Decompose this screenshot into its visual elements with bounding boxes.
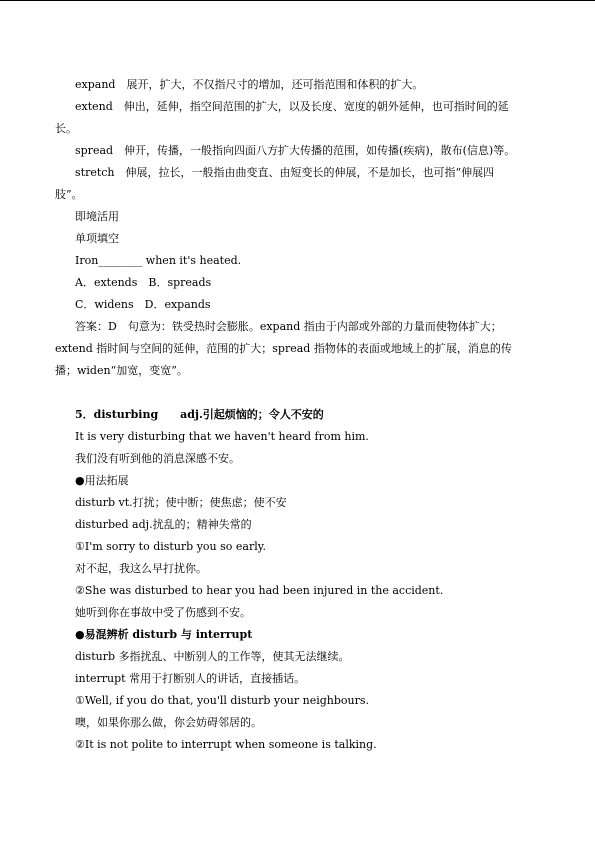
example-3-chinese: 她听到你在事故中受了伤感到不安。 — [75, 606, 251, 619]
example-2-english: ①I'm sorry to disturb you so early. — [75, 540, 266, 553]
example-3-english: ②She was disturbed to hear you had been injured in the accident. — [75, 584, 444, 597]
answer-line-1: 答案：D 句意为：铁受热时会膨胀。expand 指由于内部或外部的力量而使物体扩大； — [75, 320, 502, 333]
options-c-d: C．widens D．expands — [75, 298, 211, 311]
extend-definition: extend 伸出，延伸，指空间范围的扩大，以及长度、宽度的朝外延伸，也可指时间的延 — [75, 100, 509, 113]
options-a-b: A．extends B．spreads — [75, 276, 212, 289]
stretch-definition: stretch 伸展，拉长，一般指由曲变直、由短变长的伸展，不是加长，也可指“伸展四 — [75, 166, 495, 179]
interrupt-note: interrupt 常用于打断别人的讲话，直接插话。 — [75, 672, 306, 685]
confusion-heading: ●易混辨析 disturb 与 interrupt — [75, 628, 253, 641]
entry-heading-disturbing: 5．disturbing adj.引起烦恼的；令人不安的 — [75, 408, 324, 421]
answer-line-3: 播；widen“加宽，变宽”。 — [55, 364, 188, 377]
example-4-chinese: 噢，如果你那么做，你会妨碍邻居的。 — [75, 716, 262, 729]
example-4-english: ①Well, if you do that, you'll disturb your neighbours. — [75, 694, 369, 707]
extend-definition-cont: 长。 — [55, 122, 77, 135]
page-top-rule — [0, 0, 595, 1]
disturb-definition: disturb vt.打扰；使中断；使焦虑；使不安 — [75, 496, 287, 509]
example-1-english: It is very disturbing that we haven't heard from him. — [75, 430, 369, 443]
section-label-practice: 即境活用 — [75, 210, 119, 223]
section-label-single-choice: 单项填空 — [75, 232, 119, 245]
expand-definition: expand 展开，扩大，不仅指尺寸的增加，还可指范围和体积的扩大。 — [75, 78, 424, 91]
question-stem: Iron________ when it's heated. — [75, 254, 242, 267]
disturbed-definition: disturbed adj.扰乱的；精神失常的 — [75, 518, 252, 531]
spread-definition: spread 伸开，传播，一般指向四面八方扩大传播的范围，如传播(疾病)，散布(信息)等。 — [75, 144, 516, 157]
answer-line-2: extend 指时间与空间的延伸，范围的扩大；spread 指物体的表面或地域上的扩展，消息的传 — [55, 342, 512, 355]
example-5-english: ②It is not polite to interrupt when someone is talking. — [75, 738, 377, 751]
disturb-note: disturb 多指扰乱、中断别人的工作等，使其无法继续。 — [75, 650, 350, 663]
example-2-chinese: 对不起，我这么早打扰你。 — [75, 562, 207, 575]
usage-extension-heading: ●用法拓展 — [75, 474, 129, 487]
example-1-chinese: 我们没有听到他的消息深感不安。 — [75, 452, 240, 465]
stretch-definition-cont: 肢”。 — [55, 188, 83, 201]
